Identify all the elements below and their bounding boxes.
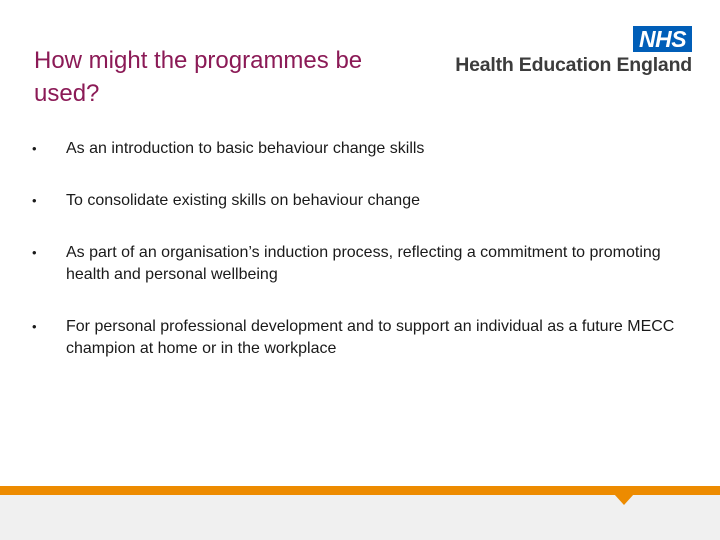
bullet-item: [32, 138, 702, 160]
bullet-item: [32, 242, 702, 286]
nhs-badge: NHS: [633, 26, 692, 52]
footer-orange-bar: [0, 486, 720, 495]
bullet-item: [32, 316, 702, 360]
bullet-text: As an introduction to basic behaviour change skills: [66, 140, 425, 157]
bullet-item: [32, 190, 702, 212]
bullet-icon: •: [32, 245, 37, 260]
footer-band: [0, 486, 720, 540]
bullet-icon: •: [32, 141, 37, 156]
hee-logo: [432, 26, 692, 78]
bullet-text: As part of an organisation’s induction process, reflecting a commitment to promoting health and personal wellbeing: [66, 244, 661, 283]
footer-notch-icon: [614, 494, 634, 505]
slide-title: How might the programmes be used?: [34, 47, 363, 107]
organisation-name: Health Education England: [455, 54, 692, 76]
bullet-text: To consolidate existing skills on behaviour change: [66, 192, 420, 209]
bullet-icon: •: [32, 319, 37, 334]
bullet-text: For personal professional development and to support an individual as a future MECC champion at home or in the workplace: [66, 318, 675, 357]
bullet-list: [32, 138, 702, 390]
bullet-icon: •: [32, 193, 37, 208]
